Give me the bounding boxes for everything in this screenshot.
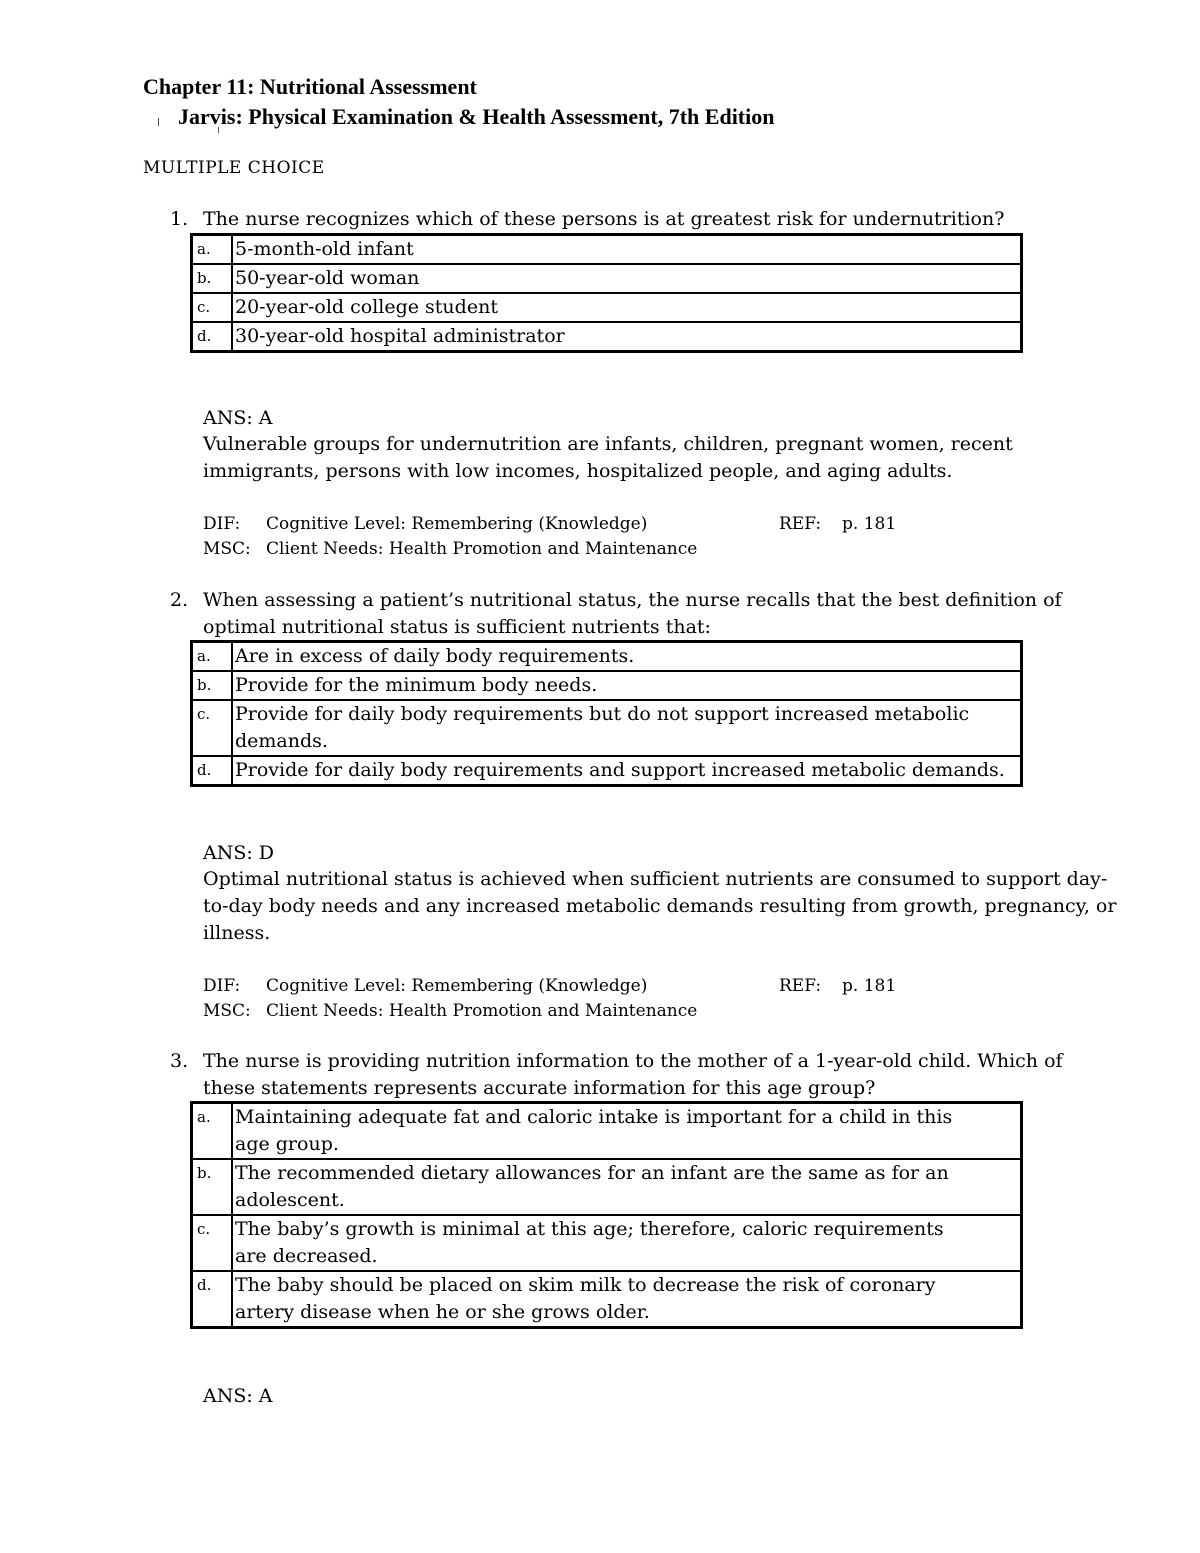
question-number: 2.: [170, 589, 189, 611]
question-stem: these statements represents accurate information for this age group?: [203, 1077, 876, 1099]
ref-value: p. 181: [842, 514, 897, 534]
rationale-line: illness.: [203, 922, 271, 944]
rationale-line: to-day body needs and any increased metabolic demands resulting from growth, pregnancy, or: [203, 895, 1117, 917]
option-row[interactable]: [192, 1159, 1022, 1215]
option-letter: b.: [192, 671, 233, 700]
option-letter: b.: [192, 264, 233, 293]
options-table: [190, 233, 1023, 353]
option-row[interactable]: [192, 1271, 1022, 1328]
option-letter: d.: [192, 322, 233, 352]
option-letter: b.: [192, 1159, 233, 1215]
option-text: Provide for the minimum body needs.: [232, 671, 1022, 700]
dif-label: DIF:: [203, 514, 241, 534]
option-text: 50-year-old woman: [232, 264, 1022, 293]
option-text: The baby should be placed on skim milk to decrease the risk of coronary artery disease when he or she grows older.: [232, 1271, 1022, 1328]
option-row[interactable]: [192, 700, 1022, 756]
option-letter: c.: [192, 293, 233, 322]
rationale-line: Optimal nutritional status is achieved when sufficient nutrients are consumed to support day-: [203, 868, 1108, 890]
option-row[interactable]: [192, 671, 1022, 700]
question-number: 3.: [170, 1050, 189, 1072]
question-stem: When assessing a patient’s nutritional status, the nurse recalls that the best definition of: [203, 589, 1062, 611]
cursor-mark: [158, 118, 159, 126]
chapter-title: Chapter 11: Nutritional Assessment: [143, 74, 477, 99]
option-letter: d.: [192, 756, 233, 786]
ref-label: REF:: [779, 514, 822, 534]
option-text: 20-year-old college student: [232, 293, 1022, 322]
option-row[interactable]: [192, 1215, 1022, 1271]
rationale-line: immigrants, persons with low incomes, hospitalized people, and aging adults.: [203, 460, 953, 482]
question-number: 1.: [170, 208, 189, 230]
question-stem: optimal nutritional status is sufficient nutrients that:: [203, 616, 711, 638]
option-letter: a.: [192, 1103, 233, 1160]
option-letter: a.: [192, 642, 233, 672]
msc-label: MSC:: [203, 539, 251, 559]
option-row[interactable]: [192, 293, 1022, 322]
option-row[interactable]: [192, 642, 1022, 672]
ref-label: REF:: [779, 976, 822, 996]
msc-value: Client Needs: Health Promotion and Maintenance: [266, 539, 698, 559]
msc-value: Client Needs: Health Promotion and Maintenance: [266, 1001, 698, 1021]
answer: ANS: A: [203, 407, 273, 429]
option-letter: d.: [192, 1271, 233, 1328]
answer: ANS: A: [203, 1385, 273, 1407]
dif-label: DIF:: [203, 976, 241, 996]
option-text: The recommended dietary allowances for an infant are the same as for an adolescent.: [232, 1159, 1022, 1215]
option-row[interactable]: [192, 235, 1022, 265]
option-text: 30-year-old hospital administrator: [232, 322, 1022, 352]
option-text: Provide for daily body requirements and support increased metabolic demands.: [232, 756, 1022, 786]
book-title: Jarvis: Physical Examination & Health Assessment, 7th Edition: [178, 104, 775, 129]
option-row[interactable]: [192, 264, 1022, 293]
section-heading: MULTIPLE CHOICE: [143, 158, 325, 178]
option-row[interactable]: [192, 756, 1022, 786]
option-letter: c.: [192, 700, 233, 756]
msc-label: MSC:: [203, 1001, 251, 1021]
option-letter: a.: [192, 235, 233, 265]
option-row[interactable]: [192, 322, 1022, 352]
option-row[interactable]: [192, 1103, 1022, 1160]
answer: ANS: D: [203, 842, 275, 864]
option-text: The baby’s growth is minimal at this age; therefore, caloric requirements are decreased.: [232, 1215, 1022, 1271]
dif-value: Cognitive Level: Remembering (Knowledge): [266, 976, 648, 996]
question-stem: The nurse is providing nutrition information to the mother of a 1-year-old child. Which of: [203, 1050, 1063, 1072]
rationale-line: Vulnerable groups for undernutrition are infants, children, pregnant women, recent: [203, 433, 1013, 455]
option-text: Maintaining adequate fat and caloric intake is important for a child in this age group.: [232, 1103, 1022, 1160]
options-table: [190, 1101, 1023, 1329]
dif-value: Cognitive Level: Remembering (Knowledge): [266, 514, 648, 534]
option-text: 5-month-old infant: [232, 235, 1022, 265]
option-letter: c.: [192, 1215, 233, 1271]
question-stem: The nurse recognizes which of these persons is at greatest risk for undernutrition?: [203, 208, 1005, 230]
option-text: Are in excess of daily body requirements.: [232, 642, 1022, 672]
ref-value: p. 181: [842, 976, 897, 996]
option-text: Provide for daily body requirements but do not support increased metabolic demands.: [232, 700, 1022, 756]
options-table: [190, 640, 1023, 787]
